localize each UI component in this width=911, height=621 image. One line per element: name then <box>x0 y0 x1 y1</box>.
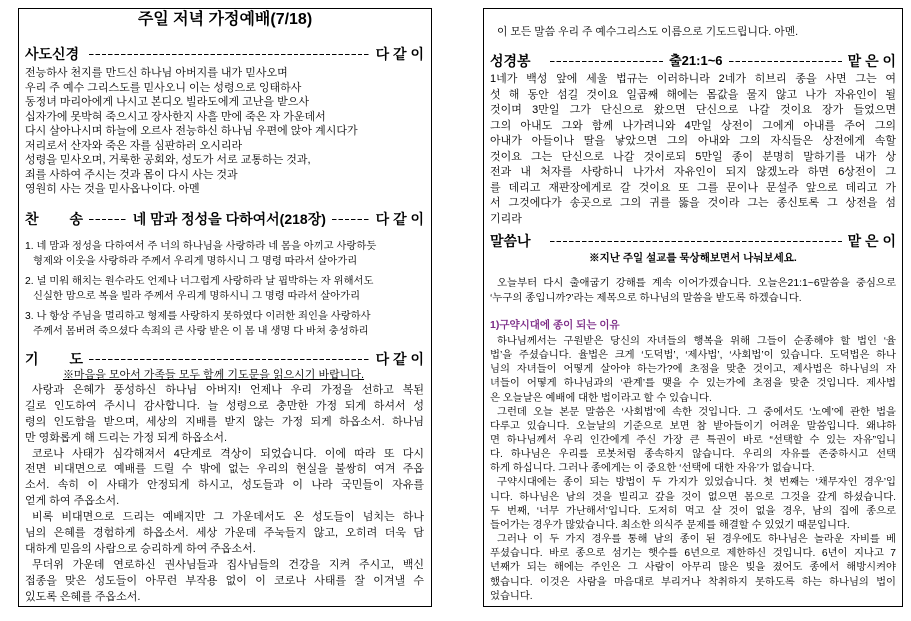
prayer-note: ※마음을 모아서 가족들 모두 함께 기도문을 읽으시기 바랍니다. <box>62 369 365 381</box>
participants-label: 다 같 이 <box>375 46 424 62</box>
dash-leader <box>89 54 370 56</box>
section-label: 사도신경 <box>25 46 80 62</box>
prayer-paragraph <box>25 558 424 606</box>
sermon-note: ※지난 주일 설교를 묵상해보면서 나눠보세요. <box>589 251 797 264</box>
sermon-line: 은 오늘날은 예배에 대한 법이라고 할 수 있습니다. <box>490 392 712 404</box>
creed-line: 성령을 믿사오며, 거룩한 공회와, 성도가 서로 교통하는 것과, <box>25 154 311 166</box>
prayer-header <box>25 350 424 368</box>
section-label: 말씀나 <box>490 233 531 249</box>
sermon-line: 님의 자녀들이 어떻게 살아야 하는가?에 초점을 맞춘 것이고, 제사법은 하나님의 자 <box>490 364 896 376</box>
creed-line: 우리 주 예수 그리스도를 믿사오니 이는 성령으로 잉태하사 <box>25 81 302 94</box>
hymn-line: 신실한 맘으로 복을 빌라 주께서 우리게 명하시니 그 명령 따라서 살아가리 <box>33 291 361 302</box>
prayer-line: 사랑과 은혜가 풍성하신 하나님 아버지! 언제나 우리 가정을 선하고 복된 <box>32 384 424 396</box>
prayer-line: 소서. 속히 이 사태가 안정되게 하시고, 성도들과 이 나라 국민들이 자유를 <box>25 479 424 492</box>
scripture-line: 것이며 3만일 그가 단신으로 왔으면 단신으로 나갈 것이요 장가 들었으면 <box>490 104 896 117</box>
creed-line: 영원히 사는 것을 믿사옵나이다. 아멘 <box>25 183 200 195</box>
participants-label: 맡 은 이 <box>847 53 897 69</box>
scripture-line: 서 그것에다가 송곳으로 그의 귀를 뚫을 것이라 그는 종신토록 그 상전을 섬 <box>490 197 896 210</box>
scripture-line: 그의 아내도 그와 함께 나가려니와 4만일 상전이 그에게 아내를 주어 그의 <box>490 119 896 132</box>
prayer-line: 접종을 맞은 성도들이 아무런 부작용 없이 이 코로나 사태를 잘 이겨낼 수 <box>25 574 424 587</box>
prayer-text <box>25 383 424 605</box>
sermon-paragraph <box>490 533 896 604</box>
hymn-line: 3. 나 항상 주님을 멀리하고 형제를 사랑하지 못하였다 이러한 죄인을 사랑하사 <box>25 311 371 322</box>
prayer-line: 님의 은혜를 경험하게 하옵소서. 세상 가운데 주눅들지 않고, 오히려 더욱 담 <box>25 527 424 540</box>
section-label: 찬 송 <box>25 211 83 227</box>
dash-leader <box>89 219 127 221</box>
prayer-paragraph <box>25 447 424 511</box>
sermon-line: 니다. 하나님은 남의 것을 빌리고 갚을 것이 없으면 몸으로 그것을 갚게 하셨습니다. <box>490 491 896 503</box>
scripture-line: 1네가 백성 앞에 세울 법규는 이러하니라 2네가 히브리 종을 사면 그는 여 <box>490 73 896 86</box>
sermon-line: 다. 하나님은 우리를 로봇처럼 종속하지 않습니다. 우리의 자유를 존중하시고 선택 <box>490 449 896 461</box>
prayer-paragraph <box>25 510 424 558</box>
sermon-line: 들어가는 경우가 많았습니다. 최소한 의식주 문제를 해결할 수 있었기 때문입니다. <box>490 519 850 531</box>
creed-line: 죄를 사하여 주시는 것과 몸이 다시 사는 것과 <box>25 168 238 181</box>
hymn-verse <box>25 274 424 304</box>
prayer-line: 코로나 사태가 심각해져서 4단계로 격상이 되었습니다. 이에 따라 또 다시 <box>32 447 424 460</box>
prayer-line: 령의 인도함을 받으며, 세상의 지배를 받지 않는 가정 되게 하옵소서. 하나님 <box>25 415 424 428</box>
scripture-line: 것이요 그는 단신으로 나갈 것이로되 5만일 종이 분명히 말하기를 내가 상 <box>490 150 896 163</box>
sermon-paragraph <box>490 335 896 406</box>
scripture-line: 기리라 <box>490 212 522 225</box>
sermon-paragraph <box>490 476 896 533</box>
sermon-text <box>490 335 896 604</box>
dash-leader <box>89 359 370 361</box>
scripture-line: 섯 해 동안 섬길 것이요 일곱째 해에는 몸값을 물지 않고 나가 자유인이 될 <box>490 88 896 101</box>
right-page <box>483 8 903 607</box>
participants-label: 다 같 이 <box>375 351 424 367</box>
participants-label: 다 같 이 <box>375 211 425 227</box>
sermon-line: 그러나 이 두 가지 경우를 통해 남의 종이 된 경우에도 하나님은 놀라운 자비를 베 <box>497 534 896 546</box>
hymn-title: 네 맘과 정성을 다하여서(218장) <box>132 211 326 227</box>
prayer-line: 무더위 가운데 연로하신 권사님들과 집사님들의 건강을 지켜 주시고, 백신 <box>32 558 424 571</box>
section-label: 성경봉 <box>490 53 531 69</box>
sermon-line: 었습니다. <box>490 590 533 602</box>
prayer-line: 있도록 은혜를 주옵소서. <box>25 590 141 603</box>
sermon-line: 녀들이 어떻게 하나님과의 ‘관계’를 맺을 수 있는가에 초점을 맞춘 것입니다. 제사법 <box>490 378 896 390</box>
prayer-line: 얻게 하여 주옵소서. <box>25 495 120 508</box>
section-label: 기 도 <box>25 351 83 367</box>
participants-label: 맡 은 이 <box>847 233 896 249</box>
hymn-line: 주께서 몸버려 죽으셨다 속죄의 큰 사랑 받은 이 몸 내 생명 다 바쳐 충성하리 <box>33 326 369 337</box>
hymn-header <box>25 210 424 228</box>
creed-header <box>25 45 424 63</box>
sermon-line: 면 하나님께서 우리 인간에게 주신 가장 큰 특권이 바로 “선택할 수 있는 자유”입니 <box>490 434 896 446</box>
hymn-line: 형제와 이웃을 사랑하라 주께서 우리게 명하시니 그 명령 따라서 살아가리 <box>33 256 358 267</box>
scripture-text <box>490 72 896 227</box>
prayer-line: 전면 비대면으로 예배를 드릴 수 밖에 없는 우리의 현실을 불쌍히 여겨 주옵 <box>25 463 424 476</box>
hymn-verse <box>25 309 424 339</box>
sermon-line: 두 번째, ‘너무 가난해서’입니다. 도저히 먹고 살 것이 없을 경우, 남의 집에 종으로 <box>490 505 896 517</box>
sermon-line: 하게 하십니다. 그러나 종에게는 이 중요한 ‘선택에 대한 자유’가 없습니다. <box>490 463 815 475</box>
sermon-line: 하나님께서는 구원받은 당신의 자녀들의 행복을 위해 그들이 순종해야 할 법인 ‘율 <box>497 335 896 347</box>
sermon-intro <box>490 276 896 306</box>
dash-leader <box>550 61 663 63</box>
prayer-line: 비록 비대면으로 드리는 예배지만 그 가운데서도 온 성도들이 넘치는 하나 <box>32 511 424 524</box>
scripture-line: 전과 내 처자를 사랑하니 나가서 자유인이 되지 않겠노라 하면 6상전이 그 <box>490 166 896 179</box>
hymn-lyrics <box>25 239 424 339</box>
left-page <box>18 8 432 607</box>
intro-line: 오늘부터 다시 출애굽기 강해를 계속 이어가겠습니다. 오늘은21:1~6말씀을 중심으로 <box>497 277 896 289</box>
prayer-line: 만 영화롭게 해 드리는 가정 되게 하옵소서. <box>25 431 228 444</box>
dash-leader <box>550 241 842 243</box>
creed-line: 저리로서 산자와 죽은 자를 심판하러 오시리라 <box>25 139 243 152</box>
prayer-line: 대하게 믿음의 사람으로 승리하게 하여 주옵소서. <box>25 542 256 555</box>
hymn-line: 1. 네 맘과 정성을 다하여서 주 너의 하나님을 사랑하라 네 몸을 아끼고 사랑하듯 <box>25 241 377 252</box>
dash-leader <box>332 219 370 221</box>
creed-block <box>25 66 424 197</box>
sermon-line: 그런데 오늘 본문 말씀은 ‘사회법’에 속한 것입니다. 그 중에서도 ‘노예’에 관한 법을 <box>497 406 896 418</box>
page-title: 주일 저녁 가정예배(7/18) <box>137 11 313 28</box>
creed-line: 다시 살아나시며 하늘에 오르사 전능하신 하나님 우편에 앉아 계시다가 <box>25 125 358 137</box>
creed-line: 동정녀 마리아에게 나시고 본디오 빌라도에게 고난을 받으사 <box>25 96 309 108</box>
sermon-subheading: 1)구약시대에 종이 되는 이유 <box>490 318 620 331</box>
intro-line: ‘누구의 종입니까?’라는 제목으로 하나님의 말씀을 받도록 하겠습니다. <box>490 292 802 304</box>
creed-text <box>25 66 424 197</box>
sermon-line: 년째가 되는 해에는 주인은 그 사람이 아무리 많은 빚을 졌어도 종에서 해방시켜야 <box>490 562 896 574</box>
intro-paragraph <box>490 276 896 306</box>
hymn-line: 2. 널 미워 해치는 원수라도 언제나 너그럽게 사랑하라 날 핍박하는 자 위해서도 <box>25 276 374 287</box>
scripture-line: 아내가 아들이나 딸을 낳았으면 그의 아내와 그의 자식들은 상전에게 속할 <box>490 135 896 148</box>
prayer-paragraph <box>25 383 424 447</box>
closing-prayer-line: 이 모든 말씀 우리 주 예수그리스도 이름으로 기도드립니다. 아멘. <box>497 26 799 38</box>
sermon-line: 했습니다. 이것은 사람을 마음대로 부리거나 착취하지 못하도록 하는 하나님의 법이 <box>490 576 896 588</box>
sermon-paragraph <box>490 406 896 477</box>
scripture-paragraph <box>490 72 896 227</box>
hymn-verse <box>25 239 424 269</box>
dash-leader <box>729 61 842 63</box>
sermon-line: 법’을 주셨습니다. 율법은 크게 ‘도덕법’, ‘제사법’, ‘사회법’이 있습니다. 도덕법은 하나 <box>490 350 896 362</box>
prayer-line: 길로 인도하여 주시니 감사합니다. 늘 성령으로 충만한 가정 되게 하셔서 성 <box>25 399 424 412</box>
reading-header <box>490 52 896 70</box>
creed-line: 전능하사 천지를 만드신 하나님 아버지를 내가 믿사오며 <box>25 67 288 79</box>
sermon-line: 다루고 있습니다. 오늘날의 기준으로 보면 참 받아들이기 어려운 말씀입니다. 왜냐하 <box>490 420 896 432</box>
scripture-line: 를 데리고 재판장에게로 갈 것이요 또 그를 문이나 문설주 앞으로 데리고 가 <box>490 181 896 194</box>
sermon-line: 푸셨습니다. 바로 종으로 섬기는 햇수를 6년으로 제한하신 것입니다. 6년이 지나고 7 <box>490 548 896 560</box>
sermon-header <box>490 232 896 250</box>
scripture-reference: 출21:1~6 <box>669 53 723 68</box>
creed-line: 십자가에 못박혀 죽으시고 장사한지 사흘 만에 죽은 자 가운데서 <box>25 110 326 123</box>
sermon-line: 구약시대에는 종이 되는 방법이 두 가지가 있었습니다. 첫 번째는 ‘채무자인 경우’입 <box>497 477 896 489</box>
